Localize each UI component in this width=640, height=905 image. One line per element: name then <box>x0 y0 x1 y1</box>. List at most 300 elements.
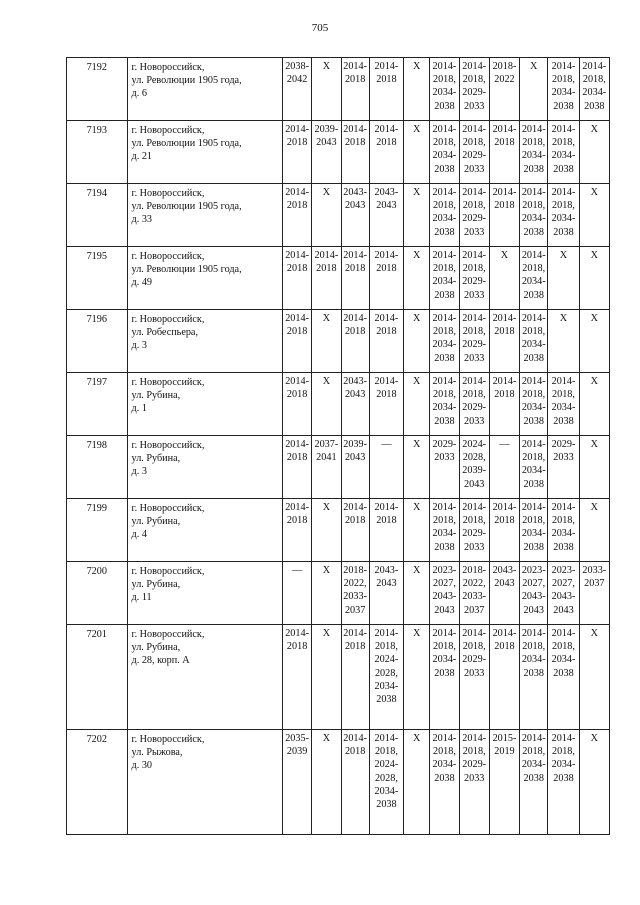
period-cell <box>282 121 311 184</box>
address-line: д. 3 <box>131 466 147 478</box>
period-line: 2018 <box>344 326 366 338</box>
period-line: 2014- <box>432 313 457 324</box>
period-line: 2018 <box>286 641 308 653</box>
period-cell <box>312 730 341 835</box>
period-line: 2018 <box>376 137 397 149</box>
period-line: 2018, <box>432 263 456 275</box>
period-cell <box>341 730 369 835</box>
period-cell <box>459 58 489 121</box>
table-row <box>67 373 610 436</box>
table-row <box>67 436 610 499</box>
period-line: 2014- <box>432 733 457 744</box>
period-line: 2014- <box>462 250 487 261</box>
table-row <box>67 58 610 121</box>
period-line: 2018 <box>494 326 515 338</box>
period-cell <box>312 625 341 730</box>
period-cell <box>430 625 459 730</box>
period-line: X <box>413 61 421 72</box>
period-line: 2018 <box>286 137 308 149</box>
table-row <box>67 310 610 373</box>
period-line: 2034- <box>521 465 546 477</box>
period-cell <box>404 247 430 310</box>
row-number: 7195 <box>67 247 128 310</box>
period-line: 2014- <box>551 124 576 135</box>
period-cell <box>312 58 341 121</box>
period-line: 2018, <box>432 515 456 527</box>
period-line: 2037 <box>584 578 605 590</box>
period-line: 2014- <box>432 628 457 639</box>
period-line: 2018, <box>522 137 546 149</box>
period-cell <box>341 58 369 121</box>
period-cell <box>282 436 311 499</box>
period-cell <box>548 310 579 373</box>
period-cell <box>459 562 489 625</box>
period-cell <box>312 184 341 247</box>
period-line: 2037 <box>344 604 366 616</box>
period-line: 2039- <box>343 439 368 450</box>
period-line: 2024- <box>374 759 399 771</box>
period-line: 2018 <box>494 200 515 212</box>
period-line: 2018, <box>432 389 456 401</box>
address-line: г. Новороссийск, <box>131 629 205 640</box>
period-line: 2043 <box>434 604 455 616</box>
period-line: 2033 <box>464 352 485 364</box>
period-line: 2014- <box>374 376 399 387</box>
period-cell <box>520 730 548 835</box>
period-cell <box>548 373 579 436</box>
period-line: 2018, <box>462 746 486 758</box>
address-cell <box>127 58 282 121</box>
period-line: 2018 <box>316 263 337 275</box>
period-line: 2014- <box>551 733 576 744</box>
period-line: 2014- <box>582 61 607 72</box>
period-cell <box>369 247 403 310</box>
period-line: X <box>590 376 598 387</box>
period-line: 2038 <box>523 289 544 301</box>
period-cell <box>579 436 609 499</box>
period-cell <box>548 121 579 184</box>
address-line: д. 49 <box>131 277 153 289</box>
period-cell <box>489 247 519 310</box>
period-line: 2018, <box>522 326 546 338</box>
period-cell <box>548 499 579 562</box>
address-line: г. Новороссийск, <box>131 62 205 73</box>
period-line: 2014- <box>343 250 368 261</box>
period-line: X <box>413 124 421 135</box>
period-line: 2029- <box>462 402 487 414</box>
period-cell <box>520 58 548 121</box>
period-line: X <box>559 313 568 324</box>
period-line: 2018, <box>522 641 546 653</box>
period-line: 2038 <box>434 226 455 238</box>
period-line: X <box>413 733 421 744</box>
period-cell <box>459 436 489 499</box>
period-line: 2027, <box>432 578 456 590</box>
row-number: 7199 <box>67 499 128 562</box>
address-cell <box>127 310 282 373</box>
period-line: 2014- <box>374 733 399 744</box>
period-line: 2033 <box>464 772 485 784</box>
period-cell <box>430 310 459 373</box>
period-line: 2018 <box>344 746 366 758</box>
period-cell <box>404 121 430 184</box>
period-line: X <box>322 628 331 639</box>
period-cell <box>459 730 489 835</box>
period-cell <box>369 58 403 121</box>
period-line: — <box>381 439 392 450</box>
period-line: 2018, <box>552 746 575 758</box>
period-line: 2034- <box>374 680 399 692</box>
period-line: 2038 <box>523 478 544 490</box>
page-number: 705 <box>311 22 329 34</box>
period-line: 2033 <box>464 163 485 175</box>
period-line: 2014- <box>285 628 309 639</box>
period-line: 2018, <box>462 263 486 275</box>
period-cell <box>489 184 519 247</box>
period-line: 2043 <box>344 452 366 464</box>
period-line: X <box>413 439 421 450</box>
period-line: 2014- <box>432 187 457 198</box>
period-line: 2028, <box>374 772 398 784</box>
period-cell <box>520 562 548 625</box>
period-line: 2018, <box>522 263 546 275</box>
address-line: г. Новороссийск, <box>131 566 205 577</box>
period-line: 2018, <box>462 326 486 338</box>
address-cell <box>127 499 282 562</box>
period-line: 2018 <box>376 515 397 527</box>
period-cell <box>520 184 548 247</box>
period-line: 2014- <box>462 187 487 198</box>
period-line: 2018, <box>552 389 575 401</box>
period-line: 2014- <box>314 250 339 261</box>
address-line: д. 4 <box>131 529 147 541</box>
period-line: 2018- <box>492 61 517 72</box>
period-line: 2043 <box>494 578 515 590</box>
period-line: 2038 <box>523 163 544 175</box>
period-cell <box>282 373 311 436</box>
period-line: 2033 <box>464 289 485 301</box>
period-line: — <box>292 565 303 576</box>
period-line: 2018, <box>432 137 456 149</box>
period-line: 2033 <box>434 452 455 464</box>
period-cell <box>489 730 519 835</box>
period-cell <box>548 436 579 499</box>
address-line: ул. Рубина, <box>131 516 181 528</box>
row-number: 7192 <box>67 58 128 121</box>
period-line: 2034- <box>521 150 546 162</box>
period-line: 2018 <box>286 200 308 212</box>
period-cell <box>430 58 459 121</box>
table-row <box>67 562 610 625</box>
period-cell <box>312 562 341 625</box>
period-line: 2034- <box>432 402 457 414</box>
address-cell <box>127 625 282 730</box>
address-cell <box>127 730 282 835</box>
period-line: 2033 <box>464 667 485 679</box>
period-line: 2014- <box>521 250 546 261</box>
period-line: 2018, <box>552 515 575 527</box>
period-line: 2034- <box>551 759 576 771</box>
period-line: 2029- <box>551 439 576 450</box>
period-line: 2029- <box>462 528 487 540</box>
period-line: 2018, <box>522 389 546 401</box>
period-line: 2014- <box>343 124 368 135</box>
period-line: 2018 <box>494 389 515 401</box>
period-cell <box>489 310 519 373</box>
period-cell <box>312 310 341 373</box>
row-number: 7194 <box>67 184 128 247</box>
period-cell <box>404 436 430 499</box>
period-line: X <box>322 733 331 744</box>
period-line: 2014- <box>551 187 576 198</box>
period-line: 2038 <box>376 694 397 706</box>
period-line: 2027, <box>522 578 546 590</box>
period-cell <box>579 499 609 562</box>
period-line: 2018 <box>286 389 308 401</box>
address-cell <box>127 373 282 436</box>
period-line: 2038 <box>434 352 455 364</box>
address-line: ул. Робеспьера, <box>131 327 199 339</box>
period-cell <box>282 184 311 247</box>
period-line: 2043- <box>343 187 368 198</box>
period-line: 2043 <box>344 389 366 401</box>
address-line: ул. Рубина, <box>131 390 181 402</box>
period-cell <box>489 436 519 499</box>
table-row <box>67 499 610 562</box>
period-cell <box>548 562 579 625</box>
period-cell <box>369 184 403 247</box>
period-cell <box>404 562 430 625</box>
address-line: г. Новороссийск, <box>131 188 205 199</box>
period-line: 2014- <box>492 124 517 135</box>
period-line: 2022 <box>494 74 515 86</box>
row-number: 7196 <box>67 310 128 373</box>
period-line: 2038 <box>434 541 455 553</box>
period-line: 2034- <box>432 213 457 225</box>
period-cell <box>430 121 459 184</box>
period-line: 2014- <box>462 502 487 513</box>
address-cell <box>127 121 282 184</box>
period-line: 2043- <box>374 565 399 576</box>
period-cell <box>579 310 609 373</box>
period-line: 2018, <box>432 746 456 758</box>
period-line: 2039- <box>314 124 339 135</box>
period-line: 2018, <box>552 137 575 149</box>
address-cell <box>127 562 282 625</box>
period-line: 2024- <box>374 654 399 666</box>
period-line: 2033 <box>553 452 574 464</box>
period-line: 2014- <box>374 61 399 72</box>
period-line: X <box>322 313 331 324</box>
period-line: 2018, <box>522 200 546 212</box>
period-cell <box>430 730 459 835</box>
period-cell <box>459 247 489 310</box>
table-row <box>67 184 610 247</box>
period-cell <box>489 562 519 625</box>
period-cell <box>430 499 459 562</box>
period-cell <box>548 730 579 835</box>
address-cell <box>127 436 282 499</box>
table-row <box>67 247 610 310</box>
address-line: г. Новороссийск, <box>131 440 205 451</box>
period-line: 2034- <box>432 339 457 351</box>
period-line: 2038- <box>285 61 309 72</box>
period-cell <box>459 499 489 562</box>
period-line: 2029- <box>462 339 487 351</box>
period-line: 2038 <box>553 163 574 175</box>
period-line: 2018 <box>376 74 397 86</box>
period-line: 2023- <box>521 565 546 576</box>
period-cell <box>404 58 430 121</box>
period-line: 2018 <box>344 137 366 149</box>
period-line: 2038 <box>523 415 544 427</box>
period-line: 2043 <box>523 604 544 616</box>
period-line: 2014- <box>462 628 487 639</box>
period-line: 2033- <box>343 591 368 603</box>
period-line: 2018, <box>432 641 456 653</box>
period-line: 2029- <box>462 654 487 666</box>
period-line: 2034- <box>582 87 607 99</box>
period-cell <box>404 373 430 436</box>
period-cell <box>459 625 489 730</box>
period-line: X <box>322 61 331 72</box>
period-cell <box>459 310 489 373</box>
address-line: г. Новороссийск, <box>131 503 205 514</box>
period-line: 2038 <box>434 100 455 112</box>
period-cell <box>459 184 489 247</box>
period-line: 2014- <box>374 250 399 261</box>
period-line: 2014- <box>521 733 546 744</box>
period-line: 2043 <box>553 604 574 616</box>
period-line: X <box>413 628 421 639</box>
period-line: 2018, <box>462 515 486 527</box>
period-line: 2037 <box>464 604 485 616</box>
period-cell <box>369 121 403 184</box>
period-line: 2029- <box>432 439 457 450</box>
period-line: 2014- <box>521 502 546 513</box>
period-line: 2014- <box>285 250 309 261</box>
period-line: 2014- <box>462 313 487 324</box>
period-cell <box>341 625 369 730</box>
period-line: 2043- <box>551 591 576 603</box>
table-row <box>67 625 610 730</box>
period-line: 2018 <box>376 263 397 275</box>
period-line: X <box>590 124 598 135</box>
period-cell <box>369 625 403 730</box>
period-line: 2029- <box>462 759 487 771</box>
period-cell <box>520 436 548 499</box>
period-cell <box>430 436 459 499</box>
period-cell <box>579 625 609 730</box>
period-line: 2033 <box>464 100 485 112</box>
period-line: 2014- <box>462 61 487 72</box>
period-cell <box>430 373 459 436</box>
period-line: 2018 <box>286 326 308 338</box>
period-line: 2022, <box>343 578 367 590</box>
period-line: 2018- <box>343 565 368 576</box>
period-line: 2038 <box>553 772 574 784</box>
period-cell <box>459 373 489 436</box>
period-cell <box>489 625 519 730</box>
period-line: 2043 <box>464 478 485 490</box>
period-line: 2014- <box>432 376 457 387</box>
period-cell <box>312 373 341 436</box>
address-line: г. Новороссийск, <box>131 125 205 136</box>
period-line: 2014- <box>521 628 546 639</box>
period-line: 2014- <box>432 250 457 261</box>
period-line: 2014- <box>432 61 457 72</box>
period-line: X <box>590 187 598 198</box>
period-line: 2034- <box>551 87 576 99</box>
period-cell <box>489 499 519 562</box>
period-line: X <box>322 502 331 513</box>
period-cell <box>404 499 430 562</box>
period-line: 2018, <box>582 74 606 86</box>
period-line: 2034- <box>432 759 457 771</box>
period-line: 2018, <box>462 137 486 149</box>
period-line: 2041 <box>316 452 337 464</box>
period-line: 2018, <box>462 74 486 86</box>
period-line: 2014- <box>343 628 368 639</box>
period-cell <box>548 625 579 730</box>
period-line: 2014- <box>551 376 576 387</box>
period-cell <box>312 121 341 184</box>
period-line: 2014- <box>285 376 309 387</box>
period-cell <box>341 562 369 625</box>
period-line: 2018 <box>494 641 515 653</box>
address-line: ул. Рубина, <box>131 453 181 465</box>
period-cell <box>579 247 609 310</box>
period-line: 2014- <box>521 313 546 324</box>
address-line: г. Новороссийск, <box>131 734 205 745</box>
period-line: 2029- <box>462 150 487 162</box>
period-cell <box>579 373 609 436</box>
period-cell <box>404 310 430 373</box>
address-cell <box>127 247 282 310</box>
period-line: 2018, <box>374 746 398 758</box>
period-line: 2023- <box>432 565 457 576</box>
period-line: 2034- <box>521 759 546 771</box>
period-cell <box>520 121 548 184</box>
period-line: 2014- <box>374 502 399 513</box>
period-line: 2029- <box>462 276 487 288</box>
address-line: ул. Рубина, <box>131 642 181 654</box>
address-cell <box>127 184 282 247</box>
period-cell <box>282 562 311 625</box>
period-line: 2018, <box>462 641 486 653</box>
period-cell <box>369 436 403 499</box>
period-line: 2039 <box>286 746 308 758</box>
period-cell <box>520 247 548 310</box>
period-line: 2038 <box>434 415 455 427</box>
period-cell <box>282 247 311 310</box>
period-line: 2038 <box>553 667 574 679</box>
period-line: 2018 <box>494 515 515 527</box>
period-cell <box>312 247 341 310</box>
period-line: 2034- <box>551 402 576 414</box>
period-cell <box>520 373 548 436</box>
period-line: X <box>530 61 538 72</box>
period-cell <box>520 625 548 730</box>
period-cell <box>579 121 609 184</box>
period-line: 2038 <box>434 772 455 784</box>
period-line: X <box>413 502 421 513</box>
period-cell <box>282 499 311 562</box>
period-line: 2034- <box>551 150 576 162</box>
period-line: 2018, <box>432 200 456 212</box>
period-line: X <box>413 250 421 261</box>
period-line: 2014- <box>521 187 546 198</box>
